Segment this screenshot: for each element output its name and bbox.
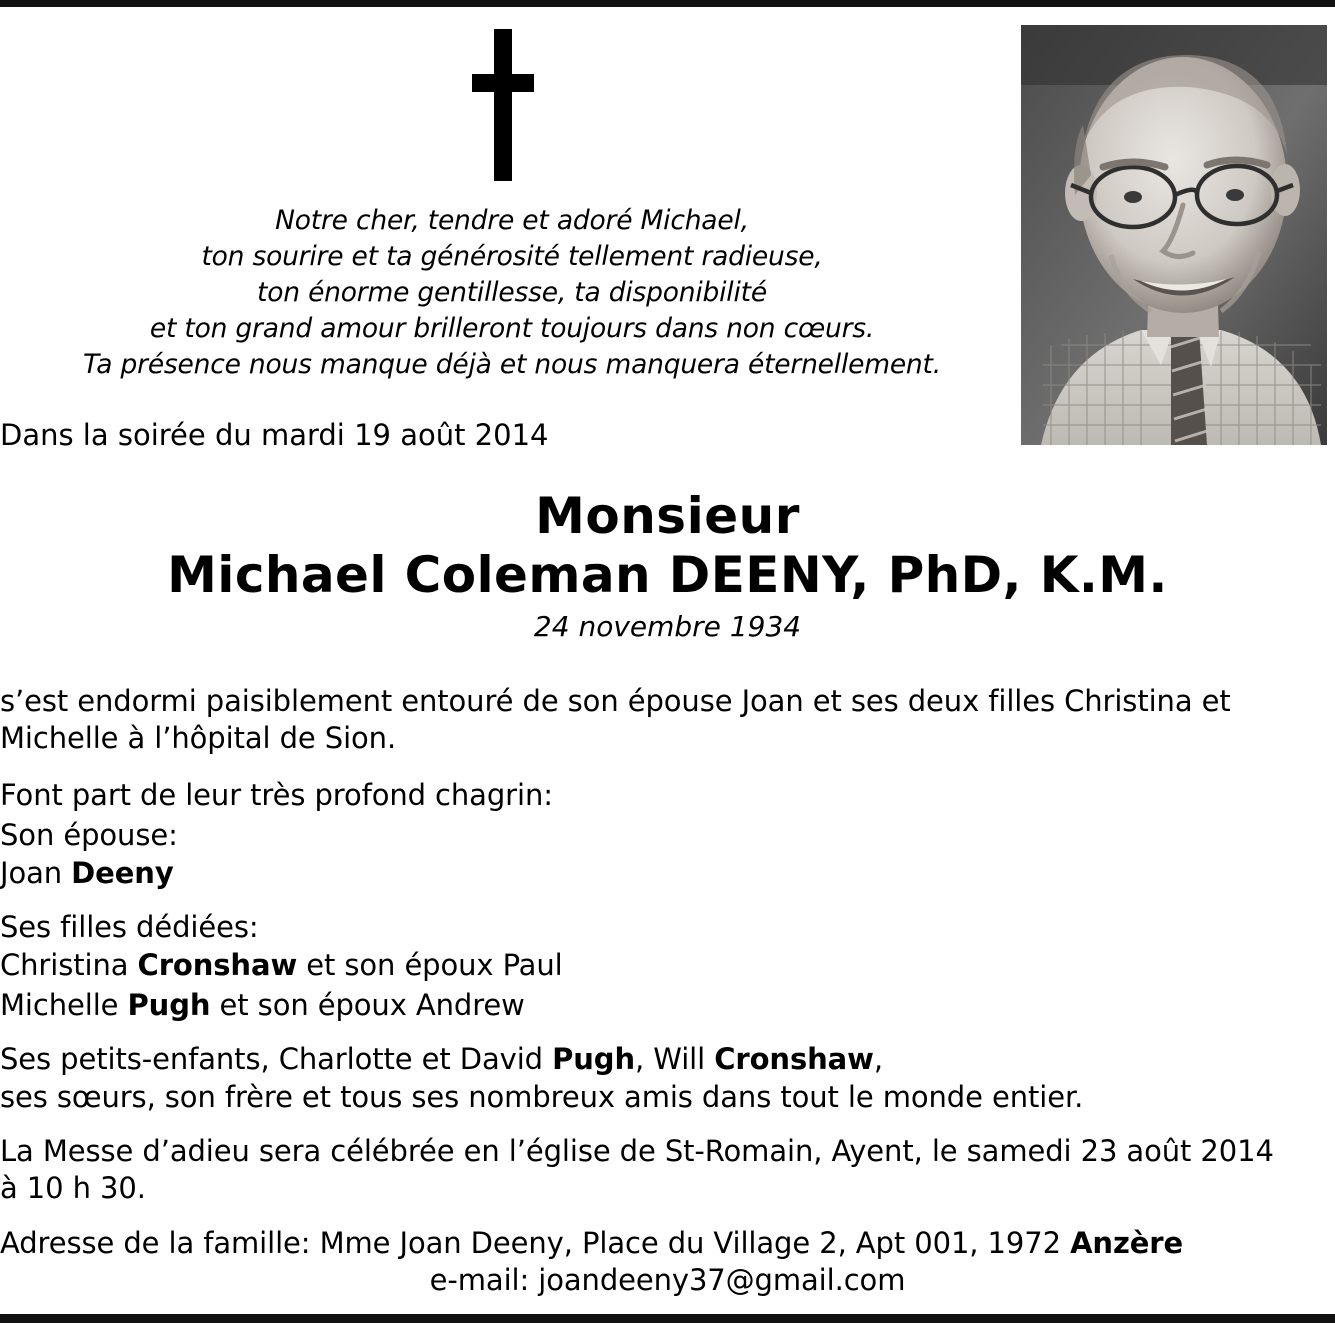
deceased-full-name: Michael Coleman DEENY, PhD, K.M. bbox=[167, 546, 1168, 604]
grandchildren-suffix: , bbox=[873, 1042, 883, 1076]
daughter-2-last: Pugh bbox=[127, 988, 211, 1022]
daughter-1-rest: et son époux Paul bbox=[297, 948, 563, 982]
family-address-line bbox=[0, 1225, 1335, 1262]
family-address-prefix: Adresse de la famille: Mme Joan Deeny, Place du Village 2, Apt 001, 1972 bbox=[0, 1226, 1071, 1260]
poem-line: ton sourire et ta générosité tellement radieuse, bbox=[201, 241, 823, 272]
grandchildren-surname-1: Pugh bbox=[552, 1042, 636, 1076]
birth-date: 24 novembre 1934 bbox=[533, 610, 802, 643]
announce-intro: Font part de leur très profond chagrin: bbox=[0, 778, 553, 812]
daughter-1-last: Cronshaw bbox=[137, 948, 298, 982]
spouse-label: Son épouse: bbox=[0, 818, 178, 852]
poem-text bbox=[10, 203, 1014, 383]
latin-cross-icon bbox=[472, 29, 534, 181]
honorific-title: Monsieur bbox=[535, 487, 800, 545]
cross-vertical-bar bbox=[494, 29, 512, 181]
portrait-photo bbox=[1021, 25, 1327, 445]
spouse-last-name: Deeny bbox=[71, 856, 174, 890]
bottom-border-rule bbox=[0, 1314, 1335, 1323]
spouse-first-name: Joan bbox=[0, 856, 72, 890]
passing-paragraph bbox=[0, 683, 1335, 757]
spouse-name bbox=[0, 855, 174, 892]
daughter-1-first: Christina bbox=[0, 948, 138, 982]
daughter-2-first: Michelle bbox=[0, 988, 128, 1022]
death-date-line: Dans la soirée du mardi 19 août 2014 bbox=[0, 418, 549, 452]
notice-content bbox=[0, 7, 1335, 1314]
ceremony-paragraph bbox=[0, 1133, 1335, 1207]
poem-line: Ta présence nous manque déjà et nous manquera éternellement. bbox=[83, 349, 941, 380]
top-border-rule bbox=[0, 0, 1335, 7]
poem-line: ton énorme gentillesse, ta disponibilité bbox=[257, 277, 767, 308]
grandchildren-prefix: Ses petits-enfants, Charlotte et David bbox=[0, 1042, 553, 1076]
passing-line-1: s’est endormi paisiblement entouré de son épouse Joan et ses deux filles Christina et bbox=[0, 684, 1231, 718]
ceremony-line-1: La Messe d’adieu sera célébrée en l’église de St-Romain, Ayent, le samedi 23 août 2014 bbox=[0, 1134, 1274, 1168]
passing-line-2: Michelle à l’hôpital de Sion. bbox=[0, 721, 397, 755]
siblings-friends-line: ses sœurs, son frère et tous ses nombreux amis dans tout le monde entier. bbox=[0, 1080, 1084, 1114]
grandchildren-line bbox=[0, 1041, 883, 1078]
poem-line: Notre cher, tendre et adoré Michael, bbox=[275, 205, 749, 236]
daughter-2 bbox=[0, 987, 525, 1024]
grandchildren-mid: , Will bbox=[635, 1042, 715, 1076]
daughter-1 bbox=[0, 947, 563, 984]
grandchildren-surname-2: Cronshaw bbox=[714, 1042, 874, 1076]
daughter-2-rest: et son époux Andrew bbox=[210, 988, 525, 1022]
daughters-label: Ses filles dédiées: bbox=[0, 910, 259, 944]
deceased-name-block bbox=[0, 487, 1335, 647]
cross-horizontal-bar bbox=[472, 74, 534, 92]
family-email-line: e-mail: joandeeny37@gmail.com bbox=[429, 1263, 906, 1297]
family-address-town: Anzère bbox=[1070, 1226, 1184, 1260]
ceremony-line-2: à 10 h 30. bbox=[0, 1171, 146, 1205]
poem-line: et ton grand amour brilleront toujours dans non cœurs. bbox=[149, 313, 875, 344]
